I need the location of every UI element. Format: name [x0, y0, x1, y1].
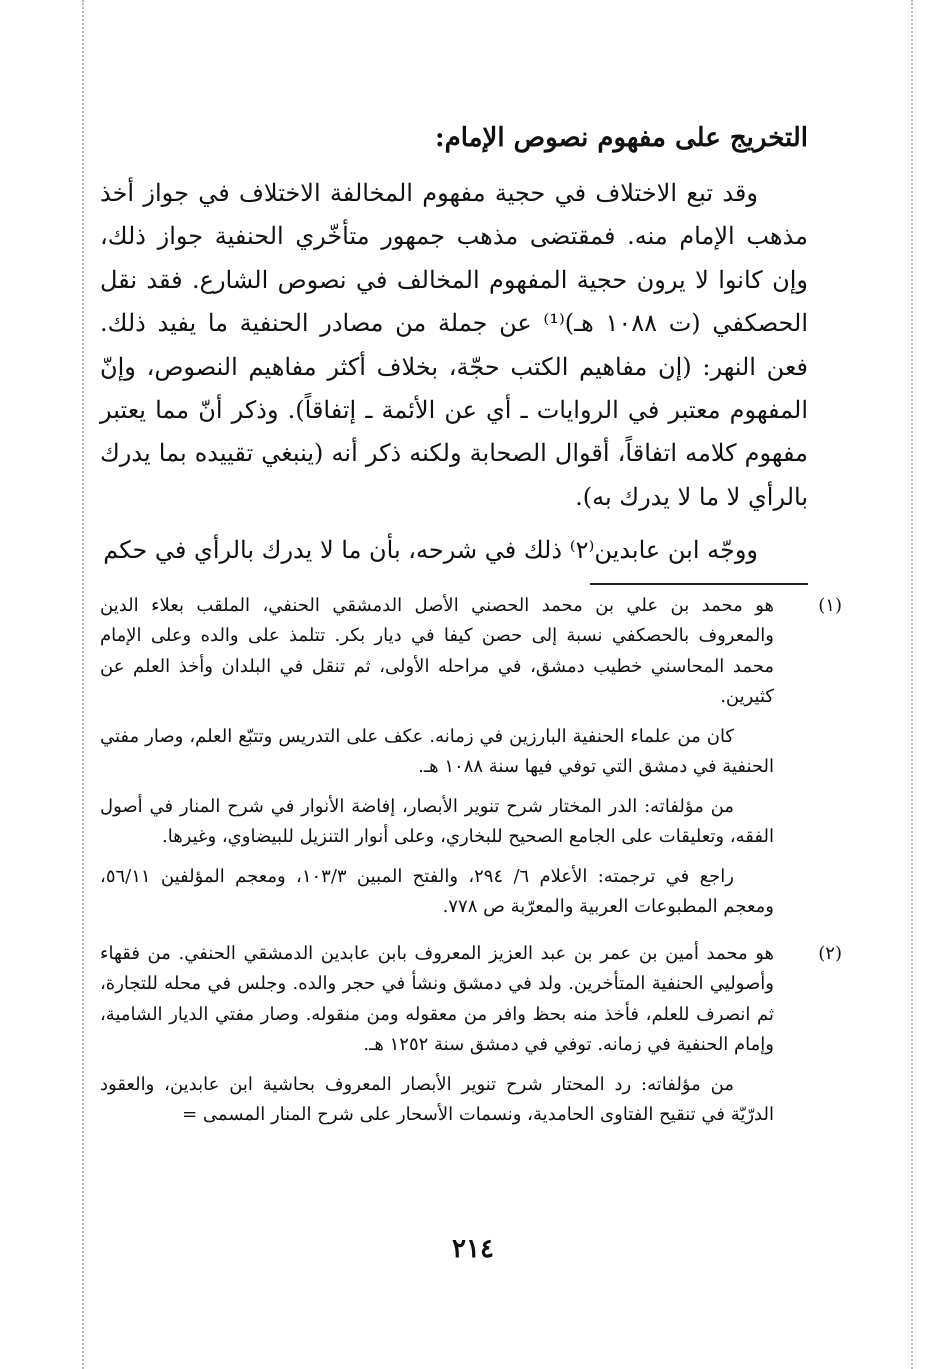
- footnote-1-text: هو محمد بن علي بن محمد الحصني الأصل الدمشقي الحنفي، الملقب بعلاء الدين والمعروف بالحصكفي نسبة إلى حصن كيفا في ديار بكر. تتلمذ على والده وعلى الإمام محمد المحاسني خطيب دمشق، في مراحله الأولى، ثم تنقل في البلدان وأخذ العلم عن كثيرين.: [100, 594, 774, 708]
- footnote-1-block-3: من مؤلفاته: الدر المختار شرح تنوير الأبصار، إفاضة الأنوار في شرح المنار في أصول الفقه، وتعليقات على الجامع الصحيح للبخاري، وعلى أنوار التنزيل للبيضاوي، وغيرها.: [100, 795, 774, 848]
- footnote-1-number: (١): [818, 594, 842, 616]
- body-paragraph-2: ووجّه ابن عابدين⁽٢⁾ ذلك في شرحه، بأن ما لا يدرك بالرأي في حكم: [103, 536, 758, 565]
- footnote-1-block-1: [100, 591, 842, 713]
- footnote-separator: [590, 583, 808, 585]
- footnote-2-number: (٢): [818, 942, 842, 964]
- footnote-2: [100, 939, 842, 1131]
- footnote-2-text: هو محمد أمين بن عمر بن عبد العزيز المعروف بابن عابدين الدمشقي الحنفي. من فقهاء وأصوليي الحنفية المتأخرين. ولد في دمشق ونشأ في حجر والده. وجلس في محله للتجارة، ثم انصرف للعلم، فأخذ منه بحظ وافر من معقوله ومن منقوله. وصار مفتي الديار الشامية، وإمام الحنفية في زمانه. توفي في دمشق سنة ١٢٥٢ هـ.: [100, 942, 774, 1056]
- footnote-1-block-2: كان من علماء الحنفية البارزين في زمانه. عكف على التدريس وتتبّع العلم، وصار مفتي الحنفية في دمشق التي توفي فيها سنة ١٠٨٨ هـ.: [100, 725, 774, 778]
- section-heading: التخريج على مفهوم نصوص الإمام:: [435, 123, 808, 153]
- footnote-1: [100, 591, 842, 923]
- document-page: [100, 118, 842, 1131]
- scan-dotted-line-right: [911, 0, 913, 1369]
- footnote-2-block-1: [100, 939, 842, 1061]
- footnote-1-block-4: راجع في ترجمته: الأعلام ٦/ ٢٩٤، والفتح المبين ١٠٣/٣، ومعجم المؤلفين ٥٦/١١، ومعجم المطبوعات العربية والمعرّبة ص ٧٧٨.: [100, 865, 774, 918]
- page-number: ٢١٤: [452, 1234, 494, 1264]
- footnote-2-block-2: من مؤلفاته: رد المحتار شرح تنوير الأبصار المعروف بحاشية ابن عابدين، والعقود الدرّيّة في تنقيح الفتاوى الحامدية، ونسمات الأسحار على شرح المنار المسمى =: [100, 1073, 774, 1126]
- body-paragraph-1: وقد تبع الاختلاف في حجية مفهوم المخالفة الاختلاف في جواز أخذ مذهب الإمام منه. فمقتضى مذهب جمهور متأخّري الحنفية جواز ذلك، وإن كانوا لا يرون حجية المفهوم المخالف في نصوص الشارع. فقد نقل الحصكفي (ت ١٠٨٨ هـ)⁽¹⁾ عن جملة من مصادر الحنفية ما يفيد ذلك. فعن النهر: (إن مفاهيم الكتب حجّة، بخلاف أكثر مفاهيم النصوص، وإنّ المفهوم معتبر في الروايات ـ أي عن الأئمة ـ إتفاقاً). وذكر أنّ مما يعتبر مفهوم كلامه اتفاقاً، أقوال الصحابة ولكنه ذكر أنه (ينبغي تقييده بما يدرك بالرأي لا ما لا يدرك به).: [100, 179, 809, 511]
- scan-dotted-line-left: [82, 0, 84, 1369]
